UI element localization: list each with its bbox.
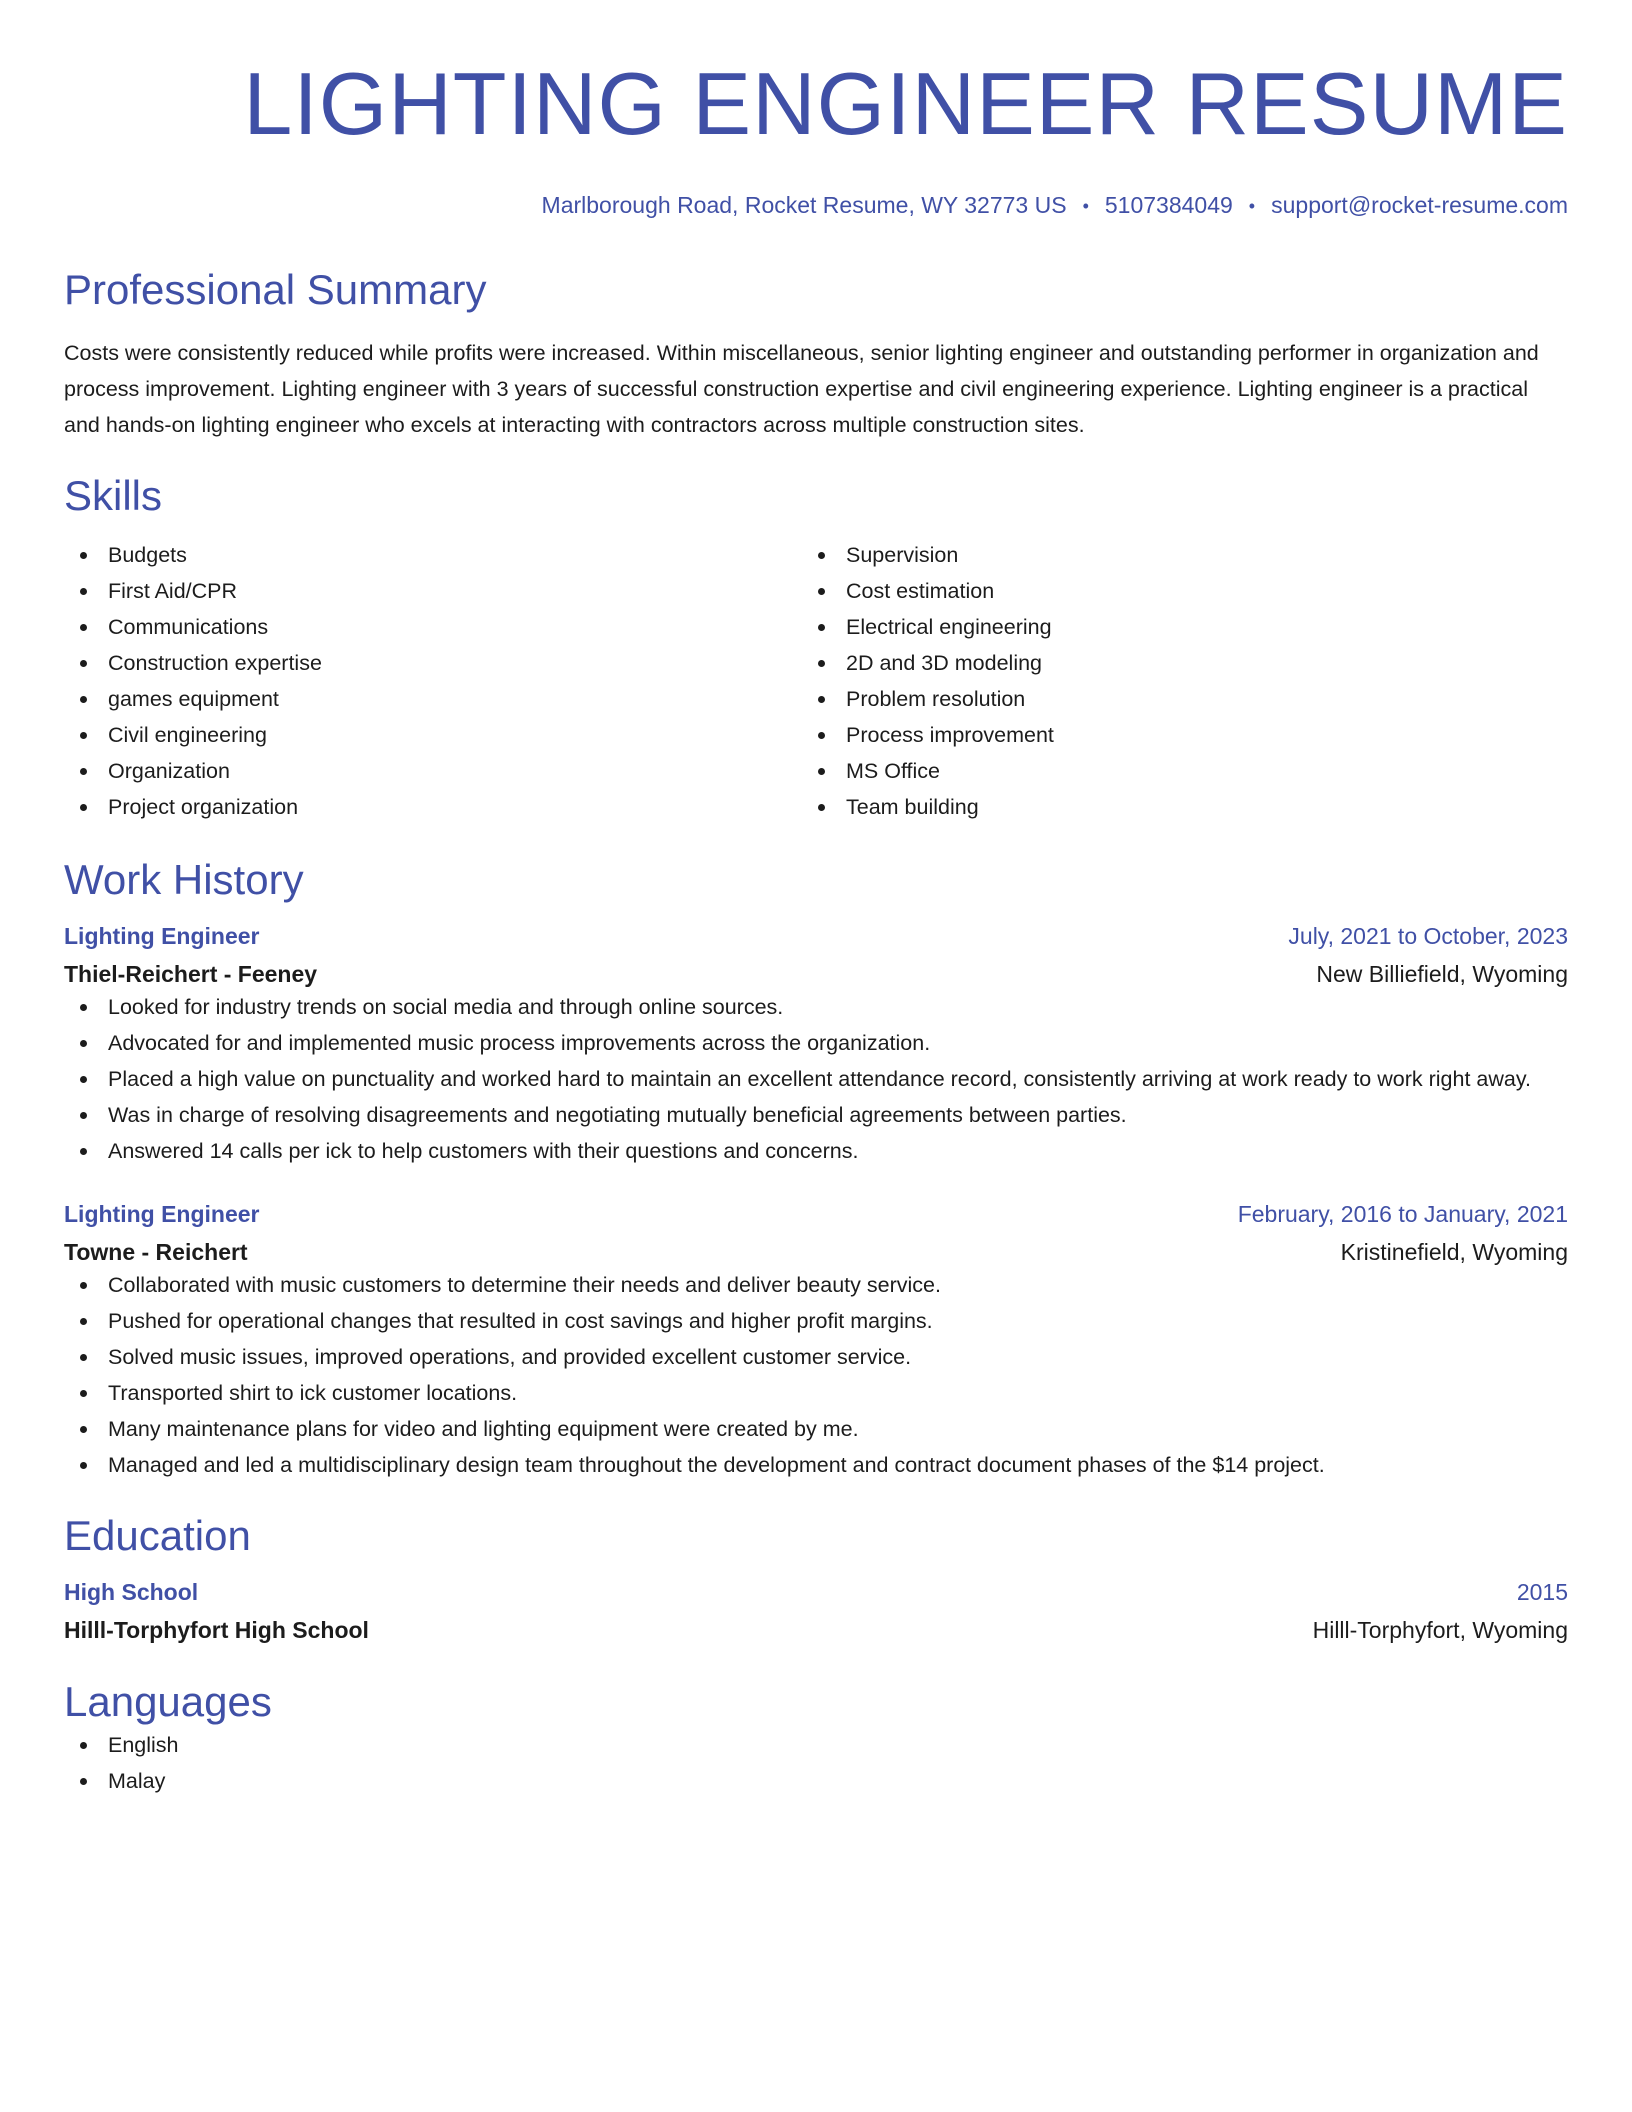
skill-item: Communications bbox=[64, 609, 802, 645]
section-title-languages: Languages bbox=[64, 1678, 272, 1725]
job-entry bbox=[64, 1199, 1568, 1483]
section-title-skills: Skills bbox=[64, 472, 163, 519]
skill-item: Cost estimation bbox=[802, 573, 1540, 609]
job-company: Towne - Reichert bbox=[64, 1239, 248, 1265]
skills-column-left bbox=[64, 537, 802, 825]
skill-item: Team building bbox=[802, 789, 1540, 825]
job-location: Kristinefield, Wyoming bbox=[1340, 1239, 1568, 1265]
job-role: Lighting Engineer bbox=[64, 923, 260, 949]
job-bullet: Managed and led a multidisciplinary design team throughout the development and contract document phases of the $14 project. bbox=[64, 1447, 1568, 1483]
skill-item: Civil engineering bbox=[64, 717, 802, 753]
job-bullet: Solved music issues, improved operations, and provided excellent customer service. bbox=[64, 1339, 1568, 1375]
job-dates: July, 2021 to October, 2023 bbox=[1288, 923, 1568, 949]
resume-header bbox=[64, 56, 1568, 221]
summary-text: Costs were consistently reduced while profits were increased. Within miscellaneous, senior lighting engineer and outstanding performer in organization and process improvement. Lighting engineer with 3 years of successful construction expertise and civil engineering experience. Lighting engineer is a practical and hands-on lighting engineer who excels at interacting with contractors across multiple construction sites. bbox=[64, 341, 1539, 437]
job-role: Lighting Engineer bbox=[64, 1201, 260, 1227]
contact-line bbox=[64, 190, 1568, 221]
skill-item: Budgets bbox=[64, 537, 802, 573]
skill-item: Electrical engineering bbox=[802, 609, 1540, 645]
job-bullet: Looked for industry trends on social media and through online sources. bbox=[64, 989, 1568, 1025]
section-title-education: Education bbox=[64, 1512, 251, 1559]
job-bullet: Was in charge of resolving disagreements and negotiating mutually beneficial agreements between parties. bbox=[64, 1097, 1568, 1133]
job-bullet: Answered 14 calls per ick to help customers with their questions and concerns. bbox=[64, 1133, 1568, 1169]
education-year: 2015 bbox=[1516, 1579, 1568, 1605]
education-school: Hilll-Torphyfort High School bbox=[64, 1617, 369, 1643]
skill-item: 2D and 3D modeling bbox=[802, 645, 1540, 681]
job-bullet: Many maintenance plans for video and lighting equipment were created by me. bbox=[64, 1411, 1568, 1447]
education-location: Hilll-Torphyfort, Wyoming bbox=[1312, 1617, 1568, 1643]
languages-list bbox=[64, 1727, 1568, 1799]
education-degree: High School bbox=[64, 1579, 199, 1605]
job-bullet: Collaborated with music customers to determine their needs and deliver beauty service. bbox=[64, 1267, 1568, 1303]
job-bullet-list bbox=[64, 1267, 1568, 1483]
education-entry bbox=[64, 1577, 1568, 1645]
skills-column-right bbox=[802, 537, 1540, 825]
skill-item: First Aid/CPR bbox=[64, 573, 802, 609]
job-entry bbox=[64, 921, 1568, 1169]
skill-item: Construction expertise bbox=[64, 645, 802, 681]
skill-item: Problem resolution bbox=[802, 681, 1540, 717]
skill-item: MS Office bbox=[802, 753, 1540, 789]
contact-email: support@rocket-resume.com bbox=[1271, 192, 1568, 218]
section-title-work-history: Work History bbox=[64, 856, 304, 903]
skill-item: Process improvement bbox=[802, 717, 1540, 753]
contact-separator: • bbox=[1248, 196, 1256, 216]
contact-phone: 5107384049 bbox=[1104, 192, 1233, 218]
job-dates: February, 2016 to January, 2021 bbox=[1237, 1201, 1568, 1227]
contact-separator: • bbox=[1082, 196, 1089, 216]
job-bullet: Placed a high value on punctuality and worked hard to maintain an excellent attendance record, consistently arriving at work ready to work right away. bbox=[64, 1061, 1568, 1097]
job-bullet-list bbox=[64, 989, 1568, 1169]
skills-list bbox=[64, 537, 1568, 825]
section-title-summary: Professional Summary bbox=[64, 266, 487, 313]
skill-item: games equipment bbox=[64, 681, 802, 717]
skill-item: Project organization bbox=[64, 789, 802, 825]
job-company: Thiel-Reichert - Feeney bbox=[64, 961, 318, 987]
language-item: Malay bbox=[64, 1763, 1568, 1799]
skill-item: Supervision bbox=[802, 537, 1540, 573]
job-bullet: Transported shirt to ick customer locations. bbox=[64, 1375, 1568, 1411]
skill-item: Organization bbox=[64, 753, 802, 789]
contact-address: Marlborough Road, Rocket Resume, WY 32773 US bbox=[541, 192, 1067, 218]
resume-title: LIGHTING ENGINEER RESUME bbox=[243, 54, 1568, 153]
job-location: New Billiefield, Wyoming bbox=[1316, 961, 1568, 987]
language-item: English bbox=[64, 1727, 1568, 1763]
job-bullet: Advocated for and implemented music process improvements across the organization. bbox=[64, 1025, 1568, 1061]
job-bullet: Pushed for operational changes that resulted in cost savings and higher profit margins. bbox=[64, 1303, 1568, 1339]
